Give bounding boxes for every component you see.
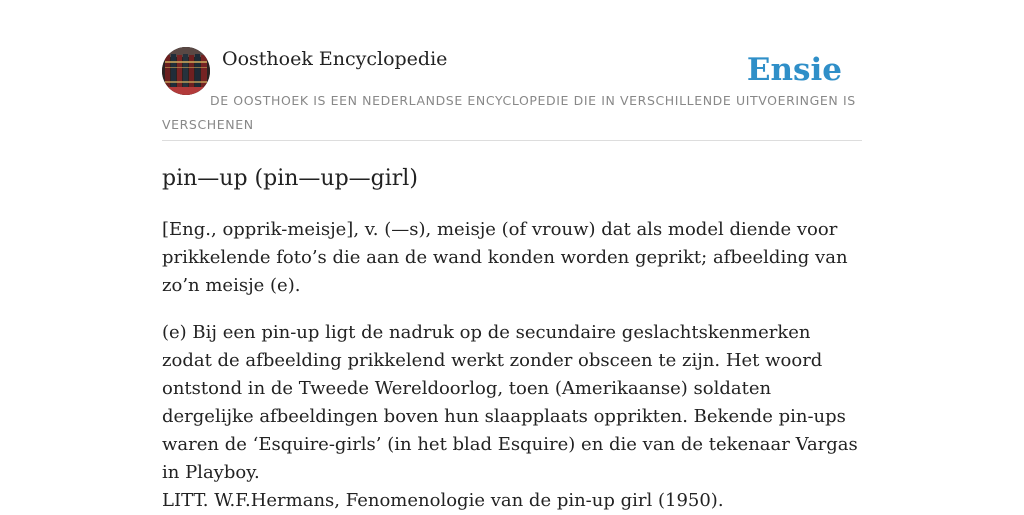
- entry-literature: LITT. W.F.Hermans, Fenomenologie van de pin-up girl (1950).: [162, 490, 724, 511]
- entry-explanation: (e) Bij een pin-up ligt de nadruk op de secundaire geslachtskenmerken zodat de afbeelding prikkelend werkt zonder obsceen te zijn. Het woord ontstond in de Tweede Wereldoorlog, toen (Amerikaanse) soldaten dergelijke afbeeldingen boven hun slaapplaats opprikten. Bekende pin-ups waren de ‘Esquire-girls’ (in het blad Esquire) en die van de tekenaar Vargas in Playboy.: [162, 322, 858, 483]
- brand-logo[interactable]: Ensie: [746, 52, 842, 88]
- site-header: [162, 44, 862, 141]
- bookshelf-icon[interactable]: [162, 47, 210, 95]
- site-tagline: DE OOSTHOEK IS EEN NEDERLANDSE ENCYCLOPEDIE DIE IN VERSCHILLENDE UITVOERINGEN IS VERSCHENEN: [162, 93, 856, 132]
- entry-title: pin—up (pin—up—girl): [162, 166, 418, 191]
- page-container: [162, 44, 862, 511]
- site-title[interactable]: Oosthoek Encyclopedie: [222, 48, 448, 70]
- entry-definition: [Eng., opprik-meisje], v. (—s), meisje (of vrouw) dat als model diende voor prikkelende foto’s die aan de wand konden worden geprikt; afbeelding van zo’n meisje (e).: [162, 219, 848, 296]
